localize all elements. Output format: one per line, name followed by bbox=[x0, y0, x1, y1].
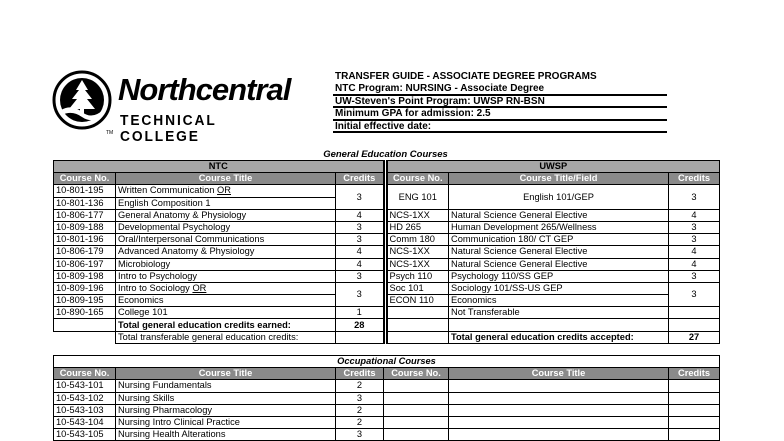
table-row bbox=[54, 270, 720, 282]
uw-course-no: NCS-1XX bbox=[387, 246, 449, 258]
credits: 1 bbox=[336, 307, 384, 319]
college-logo bbox=[52, 70, 302, 145]
course-title: Advanced Anatomy & Physiology bbox=[116, 246, 336, 258]
logo-name: Northcentral bbox=[118, 72, 291, 107]
gen-ed-table bbox=[53, 160, 720, 344]
empty-cell bbox=[54, 331, 116, 343]
course-no: 10-801-195 bbox=[54, 185, 116, 197]
uw-course-title: Not Transferable bbox=[449, 307, 669, 319]
table-row bbox=[54, 380, 720, 392]
col-course-no: Course No. bbox=[54, 368, 116, 380]
uwsp-total-label: Total general education credits accepted: bbox=[449, 331, 669, 343]
course-no: 10-543-103 bbox=[54, 404, 116, 416]
ntc-total-row bbox=[54, 319, 720, 331]
course-title: General Anatomy & Physiology bbox=[116, 209, 336, 221]
credits: 3 bbox=[336, 282, 384, 306]
course-no: 10-806-197 bbox=[54, 258, 116, 270]
uw-course-no: NCS-1XX bbox=[387, 209, 449, 221]
table-row bbox=[54, 234, 720, 246]
ntc-total-label: Total general education credits earned: bbox=[116, 319, 336, 331]
ntc-transferable-label: Total transferable general education credits: bbox=[116, 331, 336, 343]
table-row bbox=[54, 392, 720, 404]
course-title: Economics bbox=[116, 295, 336, 307]
uw-course-no: Comm 180 bbox=[387, 234, 449, 246]
course-no: 10-809-188 bbox=[54, 221, 116, 233]
course-no: 10-801-196 bbox=[54, 234, 116, 246]
course-title: Nursing Pharmacology bbox=[116, 404, 336, 416]
col-uw-course-no: Course No. bbox=[384, 368, 449, 380]
uw-credits: 4 bbox=[669, 246, 720, 258]
empty-cell bbox=[384, 380, 449, 392]
uw-course-title: Human Development 265/Wellness bbox=[449, 221, 669, 233]
empty-cell bbox=[669, 429, 720, 441]
credits: 4 bbox=[336, 209, 384, 221]
uw-course-no: HD 265 bbox=[387, 221, 449, 233]
credits: 2 bbox=[336, 416, 384, 428]
logo-subtitle: TECHNICAL COLLEGE bbox=[120, 113, 217, 145]
course-title: Nursing Intro Clinical Practice bbox=[116, 416, 336, 428]
credits: 2 bbox=[336, 404, 384, 416]
uw-course-no: NCS-1XX bbox=[387, 258, 449, 270]
empty-cell bbox=[384, 404, 449, 416]
col-uw-course-no: Course No. bbox=[387, 173, 449, 185]
col-credits: Credits bbox=[336, 368, 384, 380]
occupational-title: Occupational Courses bbox=[54, 356, 720, 368]
uw-course-no: Psych 110 bbox=[387, 270, 449, 282]
col-uw-course-title: Course Title bbox=[449, 368, 669, 380]
ntc-total-value: 28 bbox=[336, 319, 384, 331]
totals-row bbox=[54, 331, 720, 343]
empty-cell bbox=[449, 416, 669, 428]
table-row bbox=[54, 429, 720, 441]
empty-cell bbox=[449, 429, 669, 441]
table-row bbox=[54, 307, 720, 319]
title-text: Written Communication bbox=[118, 185, 215, 196]
ntc-header: NTC bbox=[54, 161, 384, 173]
credits: 4 bbox=[336, 246, 384, 258]
or-label: OR bbox=[192, 282, 207, 293]
col-credits: Credits bbox=[336, 173, 384, 185]
empty-cell bbox=[669, 380, 720, 392]
empty-cell bbox=[387, 319, 449, 331]
credits: 3 bbox=[336, 270, 384, 282]
min-gpa: Minimum GPA for admission: 2.5 bbox=[333, 108, 667, 121]
credits: 3 bbox=[336, 429, 384, 441]
course-title: Nursing Health Alterations bbox=[116, 429, 336, 441]
program-info bbox=[333, 71, 667, 133]
effective-date: Initial effective date: bbox=[333, 121, 667, 134]
ntc-program: NTC Program: NURSING - Associate Degree bbox=[333, 83, 667, 96]
uw-credits: 3 bbox=[669, 185, 720, 209]
credits: 3 bbox=[336, 221, 384, 233]
empty-cell bbox=[384, 429, 449, 441]
empty-cell bbox=[669, 319, 720, 331]
uw-credits: 3 bbox=[669, 234, 720, 246]
course-title: Intro to Psychology bbox=[116, 270, 336, 282]
table-row bbox=[54, 258, 720, 270]
uw-course-title: Natural Science General Elective bbox=[449, 246, 669, 258]
ntc-transferable-value bbox=[336, 331, 384, 343]
empty-cell bbox=[669, 416, 720, 428]
course-title: Nursing Skills bbox=[116, 392, 336, 404]
table-row bbox=[54, 416, 720, 428]
course-title: Microbiology bbox=[116, 258, 336, 270]
empty-cell bbox=[449, 380, 669, 392]
credits: 3 bbox=[336, 392, 384, 404]
course-title bbox=[116, 185, 336, 197]
uw-course-no: ECON 110 bbox=[387, 295, 449, 307]
guide-title: TRANSFER GUIDE - ASSOCIATE DEGREE PROGRAMS bbox=[335, 71, 597, 82]
course-no: 10-809-195 bbox=[54, 295, 116, 307]
occupational-table bbox=[53, 355, 720, 441]
course-no: 10-543-104 bbox=[54, 416, 116, 428]
course-no: 10-809-198 bbox=[54, 270, 116, 282]
col-course-no: Course No. bbox=[54, 173, 116, 185]
uw-credits: 3 bbox=[669, 282, 720, 306]
uw-course-title: Psychology 110/SS GEP bbox=[449, 270, 669, 282]
uw-course-no: Soc 101 bbox=[387, 282, 449, 294]
table-row bbox=[54, 295, 720, 307]
uw-credits: 4 bbox=[669, 209, 720, 221]
course-no: 10-806-179 bbox=[54, 246, 116, 258]
col-uw-credits: Credits bbox=[669, 173, 720, 185]
empty-cell bbox=[449, 319, 669, 331]
empty-cell bbox=[384, 416, 449, 428]
empty-cell bbox=[384, 392, 449, 404]
course-no: 10-543-105 bbox=[54, 429, 116, 441]
credits: 4 bbox=[336, 258, 384, 270]
or-label: OR bbox=[217, 185, 231, 196]
title-text: Intro to Sociology bbox=[118, 282, 190, 293]
empty-cell bbox=[387, 331, 449, 343]
course-no: 10-543-101 bbox=[54, 380, 116, 392]
uw-program: UW-Steven's Point Program: UWSP RN-BSN bbox=[333, 96, 667, 109]
table-row bbox=[54, 185, 720, 197]
col-course-title: Course Title bbox=[116, 368, 336, 380]
uw-credits: 3 bbox=[669, 221, 720, 233]
uw-course-title: Economics bbox=[449, 295, 669, 307]
empty-cell bbox=[449, 404, 669, 416]
gen-ed-title: General Education Courses bbox=[323, 149, 448, 160]
course-title: English Composition 1 bbox=[116, 197, 336, 209]
col-uw-credits: Credits bbox=[669, 368, 720, 380]
course-title: Nursing Fundamentals bbox=[116, 380, 336, 392]
course-title bbox=[116, 282, 336, 294]
uw-course-title: Sociology 101/SS-US GEP bbox=[449, 282, 669, 294]
table-row bbox=[54, 404, 720, 416]
empty-cell bbox=[449, 392, 669, 404]
uw-credits: 3 bbox=[669, 270, 720, 282]
table-row bbox=[54, 209, 720, 221]
course-no: 10-890-165 bbox=[54, 307, 116, 319]
table-row bbox=[54, 221, 720, 233]
uw-course-title: Communication 180/ CT GEP bbox=[449, 234, 669, 246]
col-uw-course-title: Course Title/Field bbox=[449, 173, 669, 185]
course-no: 10-543-102 bbox=[54, 392, 116, 404]
course-title: Developmental Psychology bbox=[116, 221, 336, 233]
uw-credits bbox=[669, 307, 720, 319]
credits: 3 bbox=[336, 185, 384, 209]
uwsp-total-value: 27 bbox=[669, 331, 720, 343]
credits: 3 bbox=[336, 234, 384, 246]
course-no: 10-801-136 bbox=[54, 197, 116, 209]
uw-course-title: Natural Science General Elective bbox=[449, 258, 669, 270]
uw-course-no: ENG 101 bbox=[387, 185, 449, 209]
empty-cell bbox=[54, 319, 116, 331]
uw-course-title: Natural Science General Elective bbox=[449, 209, 669, 221]
uwsp-header: UWSP bbox=[387, 161, 720, 173]
table-row bbox=[54, 246, 720, 258]
pine-tree-seal-icon bbox=[52, 70, 112, 130]
empty-cell bbox=[669, 392, 720, 404]
uw-course-no bbox=[387, 307, 449, 319]
trademark: TM bbox=[106, 130, 114, 136]
course-no: 10-806-177 bbox=[54, 209, 116, 221]
credits: 2 bbox=[336, 380, 384, 392]
course-title: Oral/Interpersonal Communications bbox=[116, 234, 336, 246]
col-course-title: Course Title bbox=[116, 173, 336, 185]
course-no: 10-809-196 bbox=[54, 282, 116, 294]
uw-course-title: English 101/GEP bbox=[449, 185, 669, 209]
uw-credits: 4 bbox=[669, 258, 720, 270]
table-row bbox=[54, 282, 720, 294]
empty-cell bbox=[669, 404, 720, 416]
course-title: College 101 bbox=[116, 307, 336, 319]
